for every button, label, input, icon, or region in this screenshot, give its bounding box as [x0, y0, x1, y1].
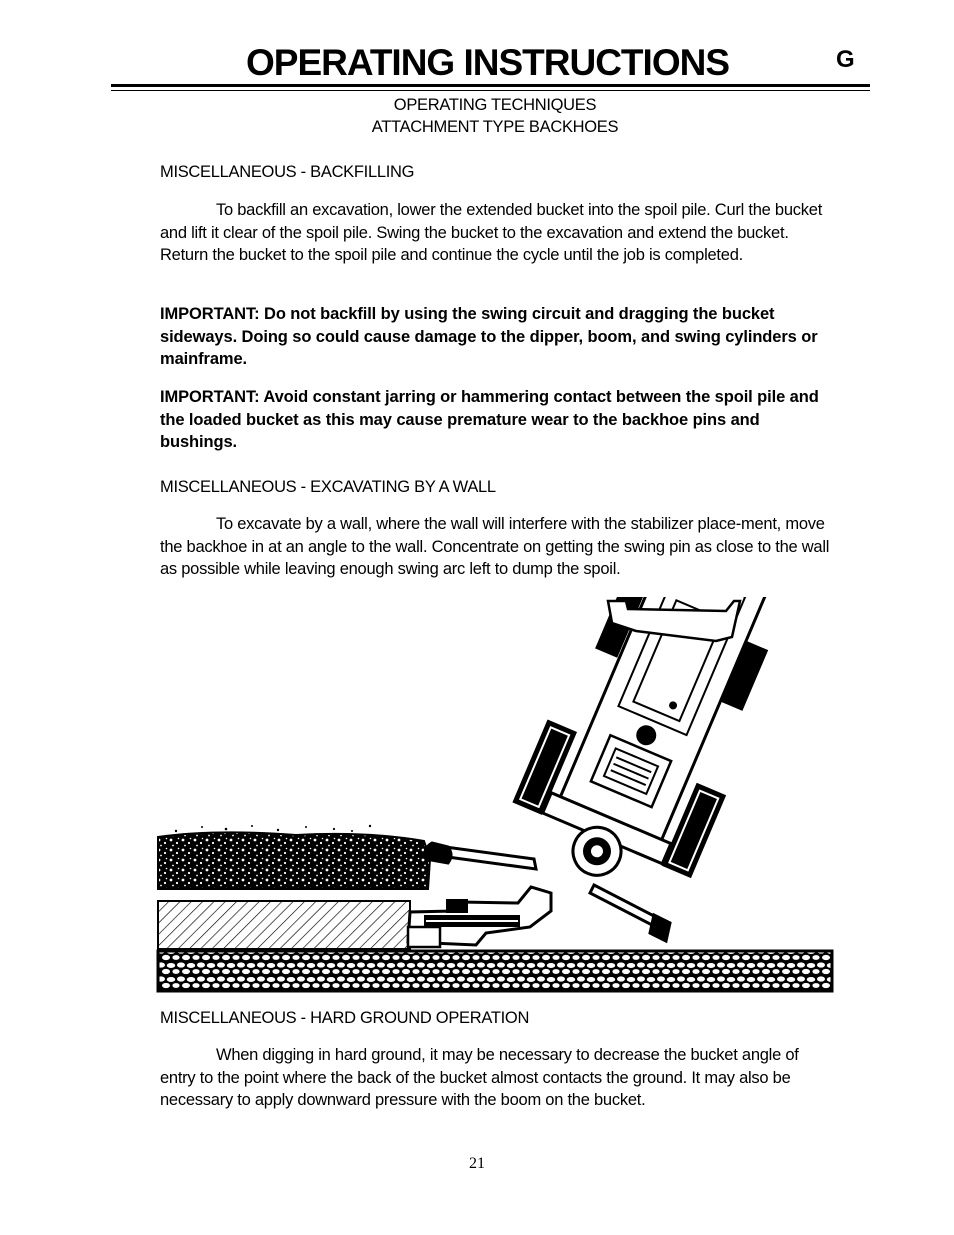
gravel-ground [158, 951, 832, 991]
spoil-pile [158, 825, 430, 889]
tractor [498, 597, 804, 911]
subtitle-line-2: ATTACHMENT TYPE BACKHOES [371, 118, 619, 136]
section-letter: G [836, 46, 855, 73]
backhoe-wall-illustration [156, 597, 834, 997]
wall-paragraph [160, 513, 835, 581]
backfilling-text: To backfill an excavation, lower the extended bucket into the spoil pile. Curl the bucket and lift it clear of the spoil pile. Swing the bucket to the excavation and extend the bucket. Return the bucket to the spoil pile and continue the cycle until the job is completed. [160, 201, 823, 265]
wall-text: To excavate by a wall, where the wall will interfere with the stabilizer place-ment, move the backhoe in at an angle to the wall. Concentrate on getting the swing pin as close to the wall as possible while leaving enough swing arc left to dump the spoil. [160, 515, 830, 579]
important-note-swing: IMPORTANT: Do not backfill by using the swing circuit and dragging the bucket sideways. Doing so could cause damage to the dipper, boom, and swing cylinders or mainframe. [160, 305, 818, 369]
boom-and-bucket [408, 887, 551, 947]
backfilling-heading: MISCELLANEOUS - BACKFILLING [160, 163, 415, 181]
important-note-jarring: IMPORTANT: Avoid constant jarring or hammering contact between the spoil pile and the loaded bucket as this may cause premature wear to the backhoe pins and bushings. [160, 388, 819, 452]
hard-ground-paragraph [160, 1044, 835, 1112]
backfilling-paragraph [160, 199, 835, 267]
wall-heading: MISCELLANEOUS - EXCAVATING BY A WALL [160, 478, 496, 496]
hard-ground-heading: MISCELLANEOUS - HARD GROUND OPERATION [160, 1009, 530, 1027]
hard-ground-text: When digging in hard ground, it may be necessary to decrease the bucket angle of entry to the point where the back of the bucket almost contacts the ground. It may also be necessary to apply downward pressure with the boom on the bucket. [160, 1046, 799, 1110]
page-number: 21 [469, 1155, 485, 1172]
header-rule-thick [111, 84, 870, 87]
page-title: OPERATING INSTRUCTIONS [246, 42, 729, 83]
wall [158, 901, 410, 949]
subtitle-line-1: OPERATING TECHNIQUES [393, 96, 597, 114]
header-rule-thin [111, 90, 870, 91]
